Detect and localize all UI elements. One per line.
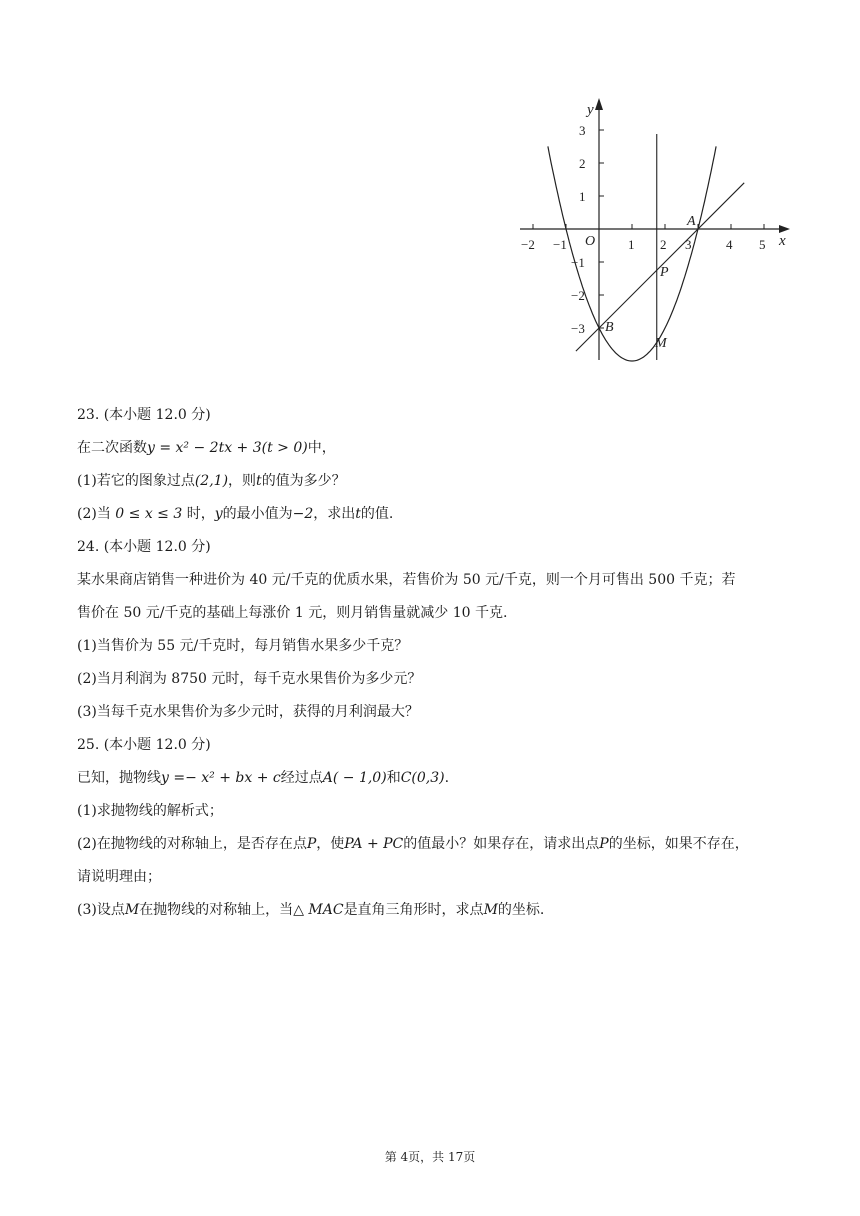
y-tick-label: −3 bbox=[571, 321, 585, 336]
q25-intro: 已知，抛物线y =− x² + bx + c经过点A( − 1,0)和C(0,3). bbox=[77, 770, 450, 786]
x-tick-label: 4 bbox=[726, 237, 733, 252]
x-tick-label: 2 bbox=[660, 237, 667, 252]
q24-intro-line2: 售价在 50 元/千克的基础上每涨价 1 元，则月销售量就减少 10 千克. bbox=[77, 605, 508, 621]
origin-label: O bbox=[585, 234, 596, 249]
q23-heading: 23. (本小题 12.0 分) bbox=[77, 407, 211, 423]
q24-part1: (1)当售价为 55 元/千克时，每月销售水果多少千克？ bbox=[77, 638, 409, 654]
y-axis-arrow bbox=[595, 98, 603, 110]
q23-part1: (1)若它的图象过点(2,1)，则t的值为多少？ bbox=[77, 473, 346, 489]
coordinate-figure bbox=[515, 98, 790, 363]
q24-part3: (3)当每千克水果售价为多少元时，获得的月利润最大？ bbox=[77, 704, 419, 720]
q25-heading: 25. (本小题 12.0 分) bbox=[77, 737, 211, 753]
x-tick-label: 5 bbox=[759, 237, 766, 252]
x-tick-label: −2 bbox=[521, 237, 535, 252]
q24-heading: 24. (本小题 12.0 分) bbox=[77, 539, 211, 555]
y-tick-label: 3 bbox=[579, 123, 586, 138]
y-tick-label: 1 bbox=[579, 189, 586, 204]
graph-svg bbox=[515, 98, 790, 363]
page-footer: 第 4页，共 17页 bbox=[384, 1150, 476, 1164]
x-axis-arrow bbox=[779, 225, 790, 233]
q23-part2: (2)当 0 ≤ x ≤ 3 时，y的最小值为−2，求出t的值. bbox=[77, 506, 394, 522]
y-tick-label: −1 bbox=[571, 255, 585, 270]
x-tick-label: 1 bbox=[628, 237, 635, 252]
q24-intro-line1: 某水果商店销售一种进价为 40 元/千克的优质水果，若售价为 50 元/千克，则一个月可售出 500 千克；若 bbox=[77, 572, 736, 588]
y-tick-label: −2 bbox=[571, 288, 585, 303]
q25-part1: (1)求抛物线的解析式； bbox=[77, 803, 223, 819]
y-axis-label: y bbox=[587, 102, 594, 118]
x-ticks bbox=[533, 224, 764, 229]
x-tick-label: −1 bbox=[553, 237, 567, 252]
x-axis-label: x bbox=[779, 233, 786, 249]
q23-intro: 在二次函数y = x² − 2tx + 3(t > 0)中， bbox=[77, 440, 336, 456]
q24-part2: (2)当月利润为 8750 元时，每千克水果售价为多少元？ bbox=[77, 671, 422, 687]
y-tick-label: 2 bbox=[579, 156, 586, 171]
point-a-label: A bbox=[687, 214, 696, 229]
questions bbox=[77, 405, 787, 920]
q25-part2: (2)在抛物线的对称轴上，是否存在点P，使PA + PC的值最小？如果存在，请求出点P的坐标，如果不存在， bbox=[77, 836, 749, 852]
x-tick-label: 3 bbox=[685, 237, 692, 252]
q25-part2-line2: 请说明理由； bbox=[77, 869, 161, 885]
q25-part3: (3)设点M在抛物线的对称轴上，当△ MAC是直角三角形时，求点M的坐标. bbox=[77, 902, 545, 918]
point-p-label: P bbox=[660, 265, 669, 280]
point-b-label: B bbox=[605, 320, 614, 335]
point-m-label: M bbox=[655, 336, 667, 351]
